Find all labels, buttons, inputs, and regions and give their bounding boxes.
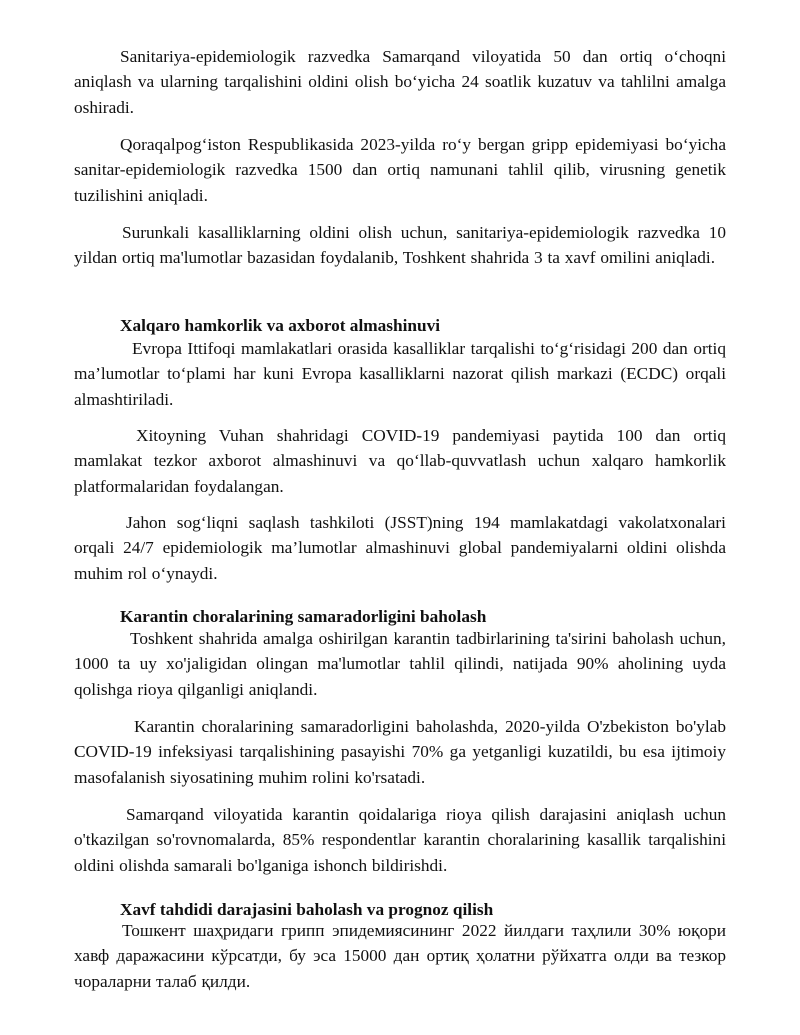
- paragraph-who-offices: Jahon sog‘liqni saqlash tashkiloti (JSST)ning 194 mamlakatdagi vakolatxonalari orqali 24/7 epidemiologik ma’lumotlar almashinuvi global pandemiyalarni oldini olishda muhim rol o‘ynaydi.: [74, 513, 726, 583]
- section-heading-threat-assessment-forecast: Xavf tahdidi darajasini baholash va prognoz qilish: [120, 900, 494, 919]
- section-heading-quarantine-effectiveness: Karantin choralarining samaradorligini baholash: [120, 607, 487, 626]
- paragraph-tashkent-influenza-analysis: Тошкент шаҳридаги грипп эпидемиясининг 2022 йилдаги таҳлили 30% юқори хавф даражасини кўрсатди, бу эса 15000 дан ортиқ ҳолатни рўйхатга олди ва тезкор чораларни талаб қилди.: [74, 921, 726, 991]
- paragraph-wuhan-covid-platforms: Xitoyning Vuhan shahridagi COVID-19 pandemiyasi paytida 100 dan ortiq mamlakat tezkor axborot almashinuvi va qo‘llab-quvvatlash uchun xalqaro hamkorlik platformalaridan foydalangan.: [74, 426, 726, 496]
- paragraph-eu-ecdc-data-exchange: Evropa Ittifoqi mamlakatlari orasida kasalliklar tarqalishi to‘g‘risidagi 200 dan ortiq ma’lumotlar to‘plami har kuni Evropa kasalliklarni nazorat qilish markazi (ECDC) orqali almashtiriladi.: [74, 339, 726, 409]
- paragraph-tashkent-quarantine-study: Toshkent shahrida amalga oshirilgan karantin tadbirlarining ta'sirini baholash uchun, 1000 ta uy xo'jaligidan olingan ma'lumotlar tahlil qilindi, natijada 90% aholining uyda qolishga rioya qilganligi aniqlandi.: [74, 629, 726, 699]
- paragraph-chronic-disease-risk: Surunkali kasalliklarning oldini olish uchun, sanitariya-epidemiologik razvedka 10 yildan ortiq ma'lumotlar bazasidan foydalanib, Toshkent shahrida 3 ta xavf omilini aniqladi.: [74, 223, 726, 268]
- paragraph-samarqand-surveillance: Sanitariya-epidemiologik razvedka Samarqand viloyatida 50 dan ortiq o‘choqni aniqlash va ularning tarqalishini oldini olish bo‘yicha 24 soatlik kuzatuv va tahlilni amalga oshiradi.: [74, 47, 726, 117]
- section-heading-international-cooperation: Xalqaro hamkorlik va axborot almashinuvi: [120, 316, 441, 335]
- paragraph-samarqand-survey: Samarqand viloyatida karantin qoidalariga rioya qilish darajasini aniqlash uchun o'tkazilgan so'rovnomalarda, 85% respondentlar karantin choralarining kasallik tarqalishini oldini olishda samarali bo'lganiga ishonch bildirishdi.: [74, 805, 726, 875]
- paragraph-karakalpakstan-influenza: Qoraqalpog‘iston Respublikasida 2023-yilda ro‘y bergan gripp epidemiyasi bo‘yicha sanitar-epidemiologik razvedka 1500 dan ortiq namunani tahlil qilib, virusning genetik tuzilishini aniqladi.: [74, 135, 726, 205]
- paragraph-uzbekistan-covid-decline: Karantin choralarining samaradorligini baholashda, 2020-yilda O'zbekiston bo'ylab COVID-19 infeksiyasi tarqalishining pasayishi 70% ga yetganligi kuzatildi, bu esa ijtimoiy masofalanish siyosatining muhim rolini ko'rsatadi.: [74, 717, 726, 787]
